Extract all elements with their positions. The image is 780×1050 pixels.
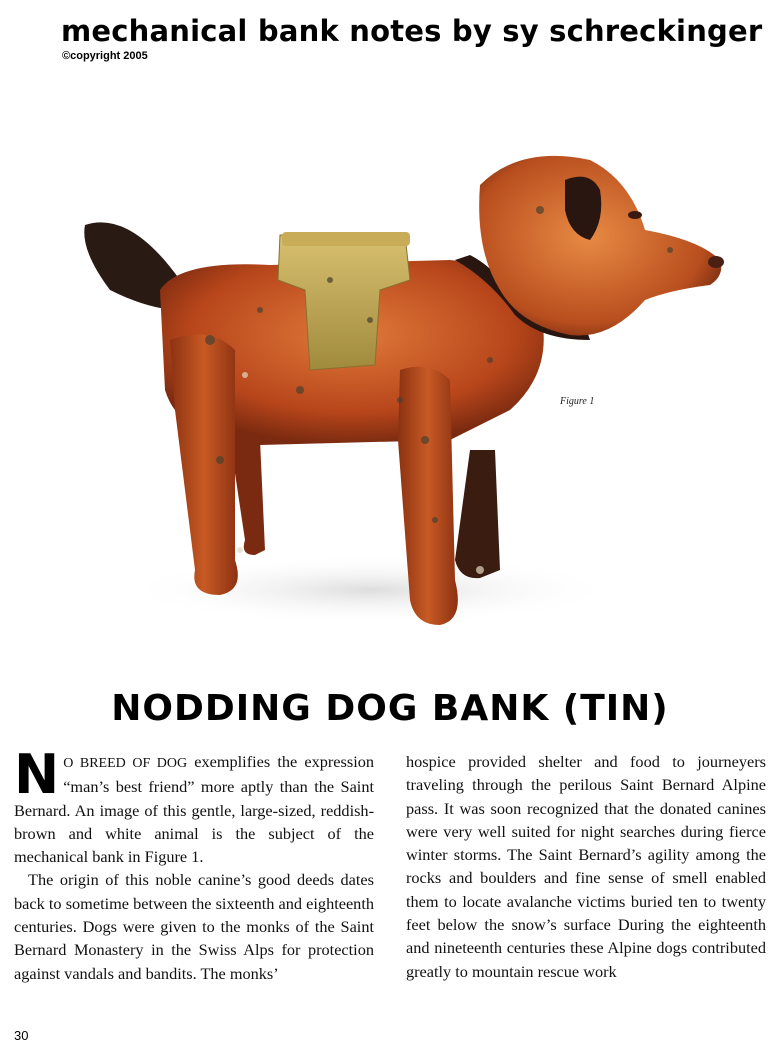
nodding-dog-bank-photo	[70, 140, 750, 650]
drop-cap: N	[14, 743, 60, 806]
lead-text: exemplifies the expression “man’s best friend” more aptly than the Saint Bernard. An image of this gentle, large-sized, reddish-brown and white animal is the subject of the mechanical bank in Figure 1.	[14, 752, 374, 867]
lead-smallcaps: O BREED OF DOG	[63, 756, 188, 771]
page-header-title: mechanical bank notes by sy schreckinger	[61, 14, 763, 48]
copyright-notice: ©copyright 2005	[62, 50, 148, 62]
lead-paragraph	[14, 743, 374, 868]
article-column-right	[406, 750, 766, 983]
body-paragraph: The origin of this noble canine’s good deeds dates back to sometime between the sixteenth and eighteenth centuries. Dogs were given to the monks of the Saint Bernard Monastery in the Swiss Alps for protection against vandals and bandits. The monks’	[14, 870, 374, 983]
body-paragraph: hospice provided shelter and food to journeyers traveling through the perilous Saint Bernard Alpine pass. It was soon recognized that the donated canines were very well suited for night searches during fierce winter storms. The Saint Bernard’s agility among the rocks and boulders and fine sense of smell enabled them to locate avalanche victims buried ten to twenty feet below the snow’s surface During the eighteenth and nineteenth centuries these Alpine dogs contributed greatly to mountain rescue work	[406, 752, 766, 981]
page-number: 30	[14, 1028, 29, 1043]
article-title: NODDING DOG BANK (TIN)	[111, 688, 669, 729]
figure-caption: Figure 1	[560, 396, 595, 407]
article-column-left	[14, 743, 374, 985]
